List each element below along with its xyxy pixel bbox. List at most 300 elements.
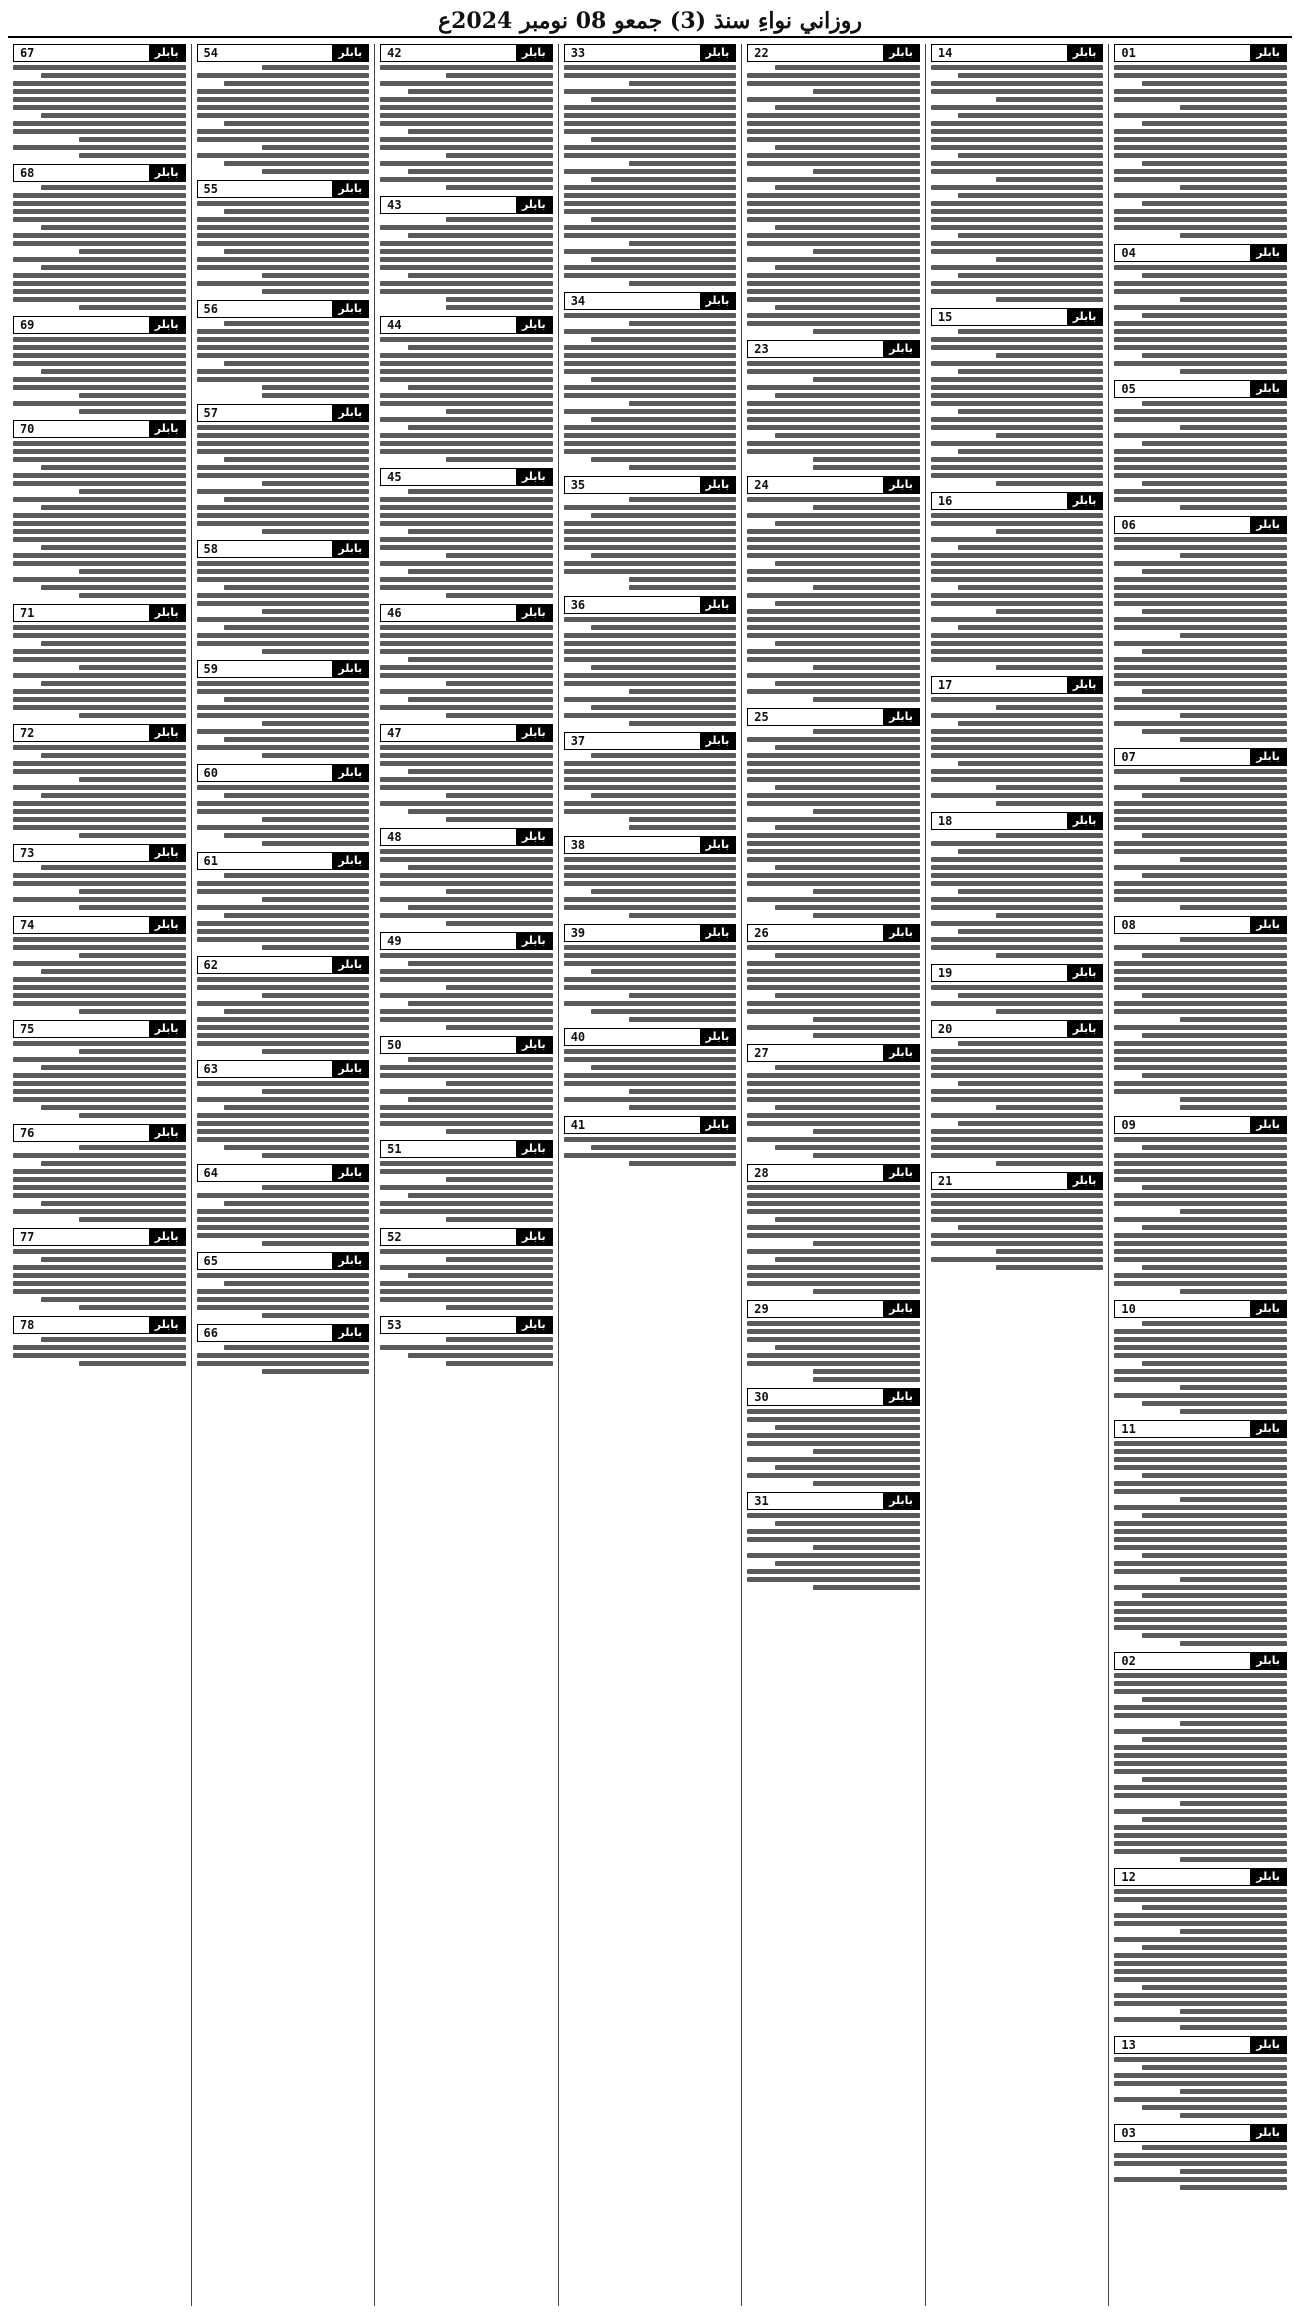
text-line — [564, 153, 737, 158]
text-line — [13, 1089, 186, 1094]
news-item-body — [13, 745, 186, 838]
text-line — [1114, 1377, 1287, 1382]
text-line — [262, 1313, 369, 1318]
text-line — [564, 769, 737, 774]
text-line — [13, 1041, 186, 1046]
text-line — [996, 1105, 1103, 1110]
text-line — [931, 601, 1104, 606]
text-line — [591, 377, 736, 382]
news-item-badge: بابلر — [516, 45, 552, 61]
text-line — [1142, 1401, 1287, 1406]
text-line — [1114, 265, 1287, 270]
text-line — [1114, 1345, 1287, 1350]
text-line — [1180, 937, 1287, 942]
text-line — [224, 1009, 369, 1014]
text-line — [380, 801, 553, 806]
text-line — [13, 441, 186, 446]
news-item-badge: بابلر — [516, 317, 552, 333]
text-line — [747, 273, 920, 278]
text-line — [1114, 2161, 1287, 2166]
text-line — [747, 1233, 920, 1238]
text-line — [380, 857, 553, 862]
news-item-body — [931, 329, 1104, 486]
text-line — [747, 113, 920, 118]
news-item-body — [197, 425, 370, 534]
text-line — [747, 553, 920, 558]
text-line — [931, 121, 1104, 126]
text-line — [564, 329, 737, 334]
text-line — [747, 633, 920, 638]
text-line — [747, 1441, 920, 1446]
news-item-badge: بابلر — [1067, 677, 1103, 693]
text-line — [747, 1417, 920, 1422]
text-line — [1142, 1817, 1287, 1822]
news-item-number: 17 — [937, 678, 953, 692]
news-item-body — [197, 201, 370, 294]
text-line — [380, 745, 553, 750]
text-line — [13, 193, 186, 198]
news-item — [380, 1228, 553, 1310]
text-line — [41, 465, 186, 470]
text-line — [1114, 1161, 1287, 1166]
text-line — [931, 1073, 1104, 1078]
text-line — [931, 225, 1104, 230]
news-item-badge: بابلر — [1250, 2037, 1286, 2053]
news-item-badge: بابلر — [1250, 1653, 1286, 1669]
text-line — [1114, 1233, 1287, 1238]
news-item — [197, 1060, 370, 1158]
news-item-header — [13, 724, 186, 742]
text-line — [41, 1297, 186, 1302]
news-item-body — [931, 1041, 1104, 1166]
news-item-number: 76 — [19, 1126, 35, 1140]
news-item-badge: بابلر — [700, 925, 736, 941]
text-line — [591, 137, 736, 142]
news-item-header — [197, 956, 370, 974]
text-line — [1114, 961, 1287, 966]
text-line — [775, 953, 920, 958]
text-line — [931, 1057, 1104, 1062]
text-line — [1114, 2001, 1287, 2006]
text-line — [1114, 209, 1287, 214]
text-line — [931, 777, 1104, 782]
text-line — [1114, 1825, 1287, 1830]
text-line — [262, 945, 369, 950]
text-line — [79, 249, 186, 254]
text-line — [1114, 1337, 1287, 1342]
text-line — [197, 241, 370, 246]
news-item — [197, 956, 370, 1054]
text-line — [1114, 1889, 1287, 1894]
text-line — [13, 1193, 186, 1198]
news-item-badge: بابلر — [1067, 1021, 1103, 1037]
news-item — [197, 1324, 370, 1374]
news-item-body — [380, 953, 553, 1030]
text-line — [747, 593, 920, 598]
news-item-body — [564, 313, 737, 470]
news-item-header — [380, 1036, 553, 1054]
text-line — [380, 161, 553, 166]
text-line — [747, 497, 920, 502]
news-item-header — [747, 1164, 920, 1182]
text-line — [380, 441, 553, 446]
text-line — [408, 905, 553, 910]
text-line — [1114, 225, 1287, 230]
text-line — [591, 1145, 736, 1150]
news-item-number: 02 — [1121, 1654, 1136, 1668]
news-item-number: 33 — [570, 46, 586, 60]
news-item — [197, 764, 370, 846]
news-item-body — [747, 945, 920, 1038]
text-line — [13, 745, 186, 750]
text-line — [747, 985, 920, 990]
text-line — [1114, 841, 1287, 846]
text-line — [224, 161, 369, 166]
text-line — [775, 1561, 920, 1566]
news-item-header — [197, 764, 370, 782]
news-item-body — [380, 337, 553, 462]
text-line — [1142, 1777, 1287, 1782]
text-line — [775, 145, 920, 150]
text-line — [1114, 889, 1287, 894]
text-line — [1114, 1937, 1287, 1942]
news-item-number: 27 — [754, 1046, 769, 1060]
text-line — [931, 361, 1104, 366]
news-item-header — [197, 1164, 370, 1182]
text-line — [931, 1241, 1104, 1246]
news-item-header — [747, 1388, 920, 1406]
news-item-body — [747, 361, 920, 470]
text-line — [1114, 809, 1287, 814]
text-line — [1114, 1393, 1287, 1398]
text-line — [813, 329, 920, 334]
text-line — [564, 449, 737, 454]
text-line — [629, 585, 736, 590]
news-item-body — [564, 1137, 737, 1166]
text-line — [747, 1537, 920, 1542]
news-item-header — [931, 308, 1104, 326]
text-line — [775, 601, 920, 606]
text-line — [1142, 1361, 1287, 1366]
text-line — [747, 257, 920, 262]
text-line — [262, 529, 369, 534]
news-item-number: 10 — [1121, 1302, 1136, 1316]
text-line — [408, 89, 553, 94]
text-line — [747, 217, 920, 222]
text-line — [564, 121, 737, 126]
text-line — [931, 841, 1104, 846]
text-line — [446, 593, 553, 598]
text-line — [197, 977, 370, 982]
news-item — [197, 300, 370, 398]
text-line — [1180, 713, 1287, 718]
text-line — [1114, 665, 1287, 670]
text-line — [747, 1081, 920, 1086]
text-line — [564, 169, 737, 174]
news-item-badge: بابلر — [332, 661, 368, 677]
text-line — [813, 1289, 920, 1294]
text-line — [958, 273, 1103, 278]
text-line — [747, 369, 920, 374]
news-item-header — [197, 540, 370, 558]
text-line — [446, 681, 553, 686]
text-line — [380, 433, 553, 438]
news-item — [747, 924, 920, 1038]
news-item — [380, 1036, 553, 1134]
news-item-body — [747, 1409, 920, 1486]
text-line — [1114, 1793, 1287, 1798]
text-line — [958, 113, 1103, 118]
text-line — [13, 273, 186, 278]
news-item-badge: بابلر — [883, 1389, 919, 1405]
news-item-header — [1114, 1116, 1287, 1134]
text-line — [564, 385, 737, 390]
text-line — [13, 697, 186, 702]
news-item-body — [197, 873, 370, 950]
text-line — [775, 433, 920, 438]
text-line — [197, 73, 370, 78]
text-line — [262, 1241, 369, 1246]
news-item-number: 47 — [387, 726, 402, 740]
text-line — [931, 873, 1104, 878]
text-line — [1114, 785, 1287, 790]
news-item-body — [564, 65, 737, 286]
text-line — [1114, 945, 1287, 950]
news-item-body — [13, 625, 186, 718]
text-line — [1114, 409, 1287, 414]
news-item-badge: بابلر — [883, 1493, 919, 1509]
text-line — [813, 1545, 920, 1550]
text-line — [197, 233, 370, 238]
text-line — [1114, 537, 1287, 542]
news-item-header — [931, 44, 1104, 62]
text-line — [1142, 401, 1287, 406]
text-line — [408, 1001, 553, 1006]
text-line — [224, 1145, 369, 1150]
text-line — [380, 1249, 553, 1254]
text-line — [775, 1145, 920, 1150]
news-item-badge: بابلر — [883, 341, 919, 357]
text-line — [1114, 977, 1287, 982]
text-line — [13, 673, 186, 678]
text-line — [958, 369, 1103, 374]
news-item-badge: بابلر — [332, 853, 368, 869]
text-line — [747, 545, 920, 550]
text-line — [224, 361, 369, 366]
news-item-number: 24 — [754, 478, 769, 492]
text-line — [1142, 793, 1287, 798]
text-line — [1114, 985, 1287, 990]
text-line — [564, 777, 737, 782]
text-line — [931, 289, 1104, 294]
text-line — [13, 241, 186, 246]
news-item-body — [931, 513, 1104, 670]
text-line — [380, 249, 553, 254]
news-item — [931, 492, 1104, 670]
text-line — [564, 129, 737, 134]
text-line — [408, 345, 553, 350]
text-line — [747, 1201, 920, 1206]
news-item — [1114, 516, 1287, 742]
news-item-badge: بابلر — [1250, 1117, 1286, 1133]
text-line — [813, 1153, 920, 1158]
news-item-badge: بابلر — [883, 1045, 919, 1061]
text-line — [747, 73, 920, 78]
text-line — [931, 385, 1104, 390]
text-line — [629, 465, 736, 470]
news-item-number: 60 — [203, 766, 218, 780]
text-line — [1114, 1545, 1287, 1550]
text-line — [931, 569, 1104, 574]
text-line — [380, 1105, 553, 1110]
news-item-number: 66 — [203, 1326, 218, 1340]
text-line — [629, 81, 736, 86]
news-item — [747, 1388, 920, 1486]
text-line — [1114, 1249, 1287, 1254]
text-line — [931, 265, 1104, 270]
text-line — [380, 1289, 553, 1294]
text-line — [380, 705, 553, 710]
text-line — [931, 249, 1104, 254]
text-line — [931, 713, 1104, 718]
text-line — [1142, 1945, 1287, 1950]
news-item-badge: بابلر — [1250, 245, 1286, 261]
text-line — [380, 1281, 553, 1286]
text-line — [380, 1017, 553, 1022]
text-line — [1114, 897, 1287, 902]
text-line — [564, 273, 737, 278]
news-item-number: 23 — [754, 342, 769, 356]
text-line — [446, 1081, 553, 1086]
text-line — [41, 1161, 186, 1166]
text-line — [408, 1193, 553, 1198]
text-line — [13, 521, 186, 526]
text-line — [1114, 1673, 1287, 1678]
text-line — [996, 665, 1103, 670]
text-line — [564, 985, 737, 990]
text-line — [1114, 1625, 1287, 1630]
text-line — [747, 1121, 920, 1126]
news-item-header — [747, 476, 920, 494]
text-line — [13, 121, 186, 126]
text-line — [446, 297, 553, 302]
text-line — [1114, 1897, 1287, 1902]
text-line — [446, 1129, 553, 1134]
text-line — [1114, 697, 1287, 702]
text-line — [629, 1161, 736, 1166]
text-line — [775, 785, 920, 790]
text-line — [775, 745, 920, 750]
news-item-number: 07 — [1121, 750, 1136, 764]
text-line — [197, 1297, 370, 1302]
news-item-body — [13, 1145, 186, 1222]
text-line — [1114, 1849, 1287, 1854]
news-item-header — [1114, 1868, 1287, 1886]
text-line — [931, 641, 1104, 646]
text-line — [1114, 1761, 1287, 1766]
text-line — [13, 993, 186, 998]
text-line — [1114, 1681, 1287, 1686]
text-line — [1114, 113, 1287, 118]
text-line — [1114, 305, 1287, 310]
text-line — [958, 409, 1103, 414]
news-item — [1114, 916, 1287, 1110]
text-line — [197, 505, 370, 510]
text-line — [1142, 1473, 1287, 1478]
text-line — [931, 217, 1104, 222]
news-item — [1114, 44, 1287, 238]
text-line — [380, 1265, 553, 1270]
text-line — [1114, 361, 1287, 366]
text-line — [13, 577, 186, 582]
text-line — [197, 617, 370, 622]
text-line — [564, 1001, 737, 1006]
news-item-header — [197, 1324, 370, 1342]
news-item — [564, 44, 737, 286]
news-item-body — [197, 1185, 370, 1246]
text-line — [13, 705, 186, 710]
text-line — [380, 497, 553, 502]
text-line — [380, 369, 553, 374]
text-line — [564, 945, 737, 950]
text-line — [747, 897, 920, 902]
news-item-header — [564, 836, 737, 854]
news-item-badge: بابلر — [149, 605, 185, 621]
text-line — [1114, 1441, 1287, 1446]
news-item-badge: بابلر — [883, 477, 919, 493]
text-line — [380, 241, 553, 246]
text-line — [813, 89, 920, 94]
text-line — [380, 505, 553, 510]
news-item-body — [747, 497, 920, 702]
text-line — [1142, 729, 1287, 734]
text-line — [931, 1145, 1104, 1150]
text-line — [408, 129, 553, 134]
text-line — [380, 361, 553, 366]
text-line — [931, 441, 1104, 446]
text-line — [958, 761, 1103, 766]
news-item-number: 31 — [754, 1494, 769, 1508]
news-item-badge: بابلر — [883, 1165, 919, 1181]
text-line — [813, 697, 920, 702]
text-line — [591, 753, 736, 758]
text-line — [380, 625, 553, 630]
text-line — [747, 1513, 920, 1518]
text-line — [197, 1041, 370, 1046]
text-line — [591, 97, 736, 102]
news-item-header — [564, 292, 737, 310]
text-line — [747, 1025, 920, 1030]
text-line — [747, 537, 920, 542]
text-line — [41, 1065, 186, 1070]
text-line — [747, 177, 920, 182]
news-item — [13, 164, 186, 310]
news-item-body — [13, 185, 186, 310]
text-line — [13, 1345, 186, 1350]
text-line — [996, 609, 1103, 614]
news-item — [564, 596, 737, 726]
text-line — [41, 753, 186, 758]
text-line — [813, 913, 920, 918]
news-item-badge: بابلر — [332, 45, 368, 61]
text-line — [629, 241, 736, 246]
news-item-number: 48 — [387, 830, 402, 844]
news-column — [558, 44, 742, 2306]
news-item — [931, 676, 1104, 806]
text-line — [1114, 1329, 1287, 1334]
news-item-number: 42 — [387, 46, 402, 60]
text-line — [931, 1065, 1104, 1070]
